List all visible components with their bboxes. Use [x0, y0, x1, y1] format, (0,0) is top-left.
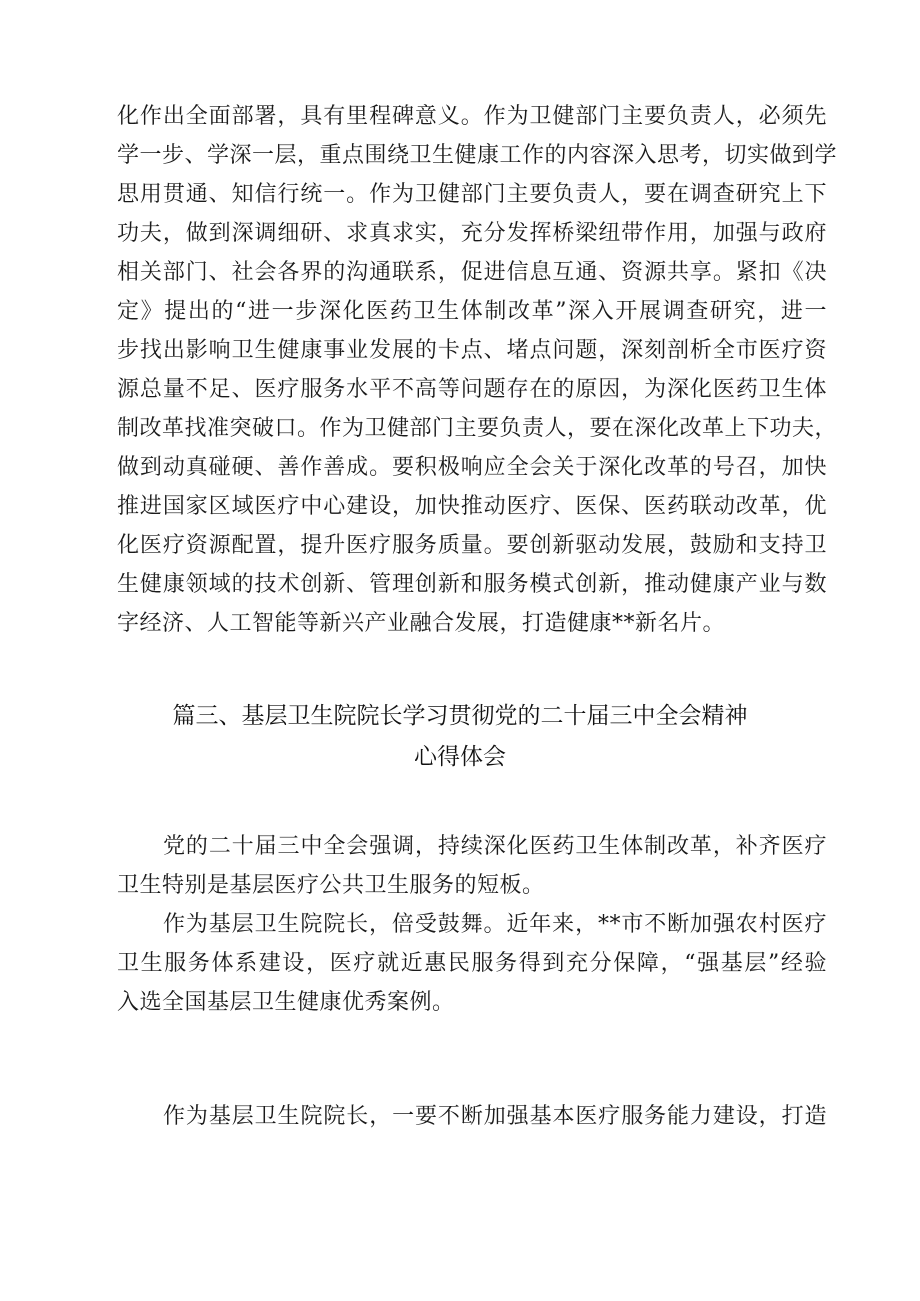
text-line: 思用贯通、知信行统一。作为卫健部门主要负责人，要在调查研究上下: [117, 182, 827, 207]
section-title-continued: 心得体会: [414, 744, 506, 770]
text-line: 定》提出的“进一步深化医药卫生体制改革”深入开展调查研究，进一: [117, 299, 827, 324]
text-line: 卫生服务体系建设，医疗就近惠民服务得到充分保障，“强基层”经验: [117, 951, 827, 976]
text-line: 源总量不足、医疗服务水平不高等问题存在的原因，为深化医药卫生体: [117, 377, 827, 402]
text-line: 步找出影响卫生健康事业发展的卡点、堵点问题，深刻剖析全市医疗资: [117, 338, 827, 363]
text-line: 生健康领域的技术创新、管理创新和服务模式创新，推动健康产业与数: [117, 572, 827, 597]
text-line: 作为基层卫生院院长，倍受鼓舞。近年来，**市不断加强农村医疗: [163, 912, 827, 937]
text-line: 入选全国基层卫生健康优秀案例。: [117, 990, 455, 1015]
section-title: 篇三、基层卫生院院长学习贯彻党的二十届三中全会精神: [172, 703, 748, 729]
text-line: 作为基层卫生院院长，一要不断加强基本医疗服务能力建设，打造: [163, 1104, 827, 1129]
text-line: 推进国家区域医疗中心建设，加快推动医疗、医保、医药联动改革，优: [117, 494, 827, 519]
text-line: 制改革找准突破口。作为卫健部门主要负责人，要在深化改革上下功夫，: [117, 416, 838, 441]
text-line: 党的二十届三中全会强调，持续深化医药卫生体制改革，补齐医疗: [163, 834, 827, 859]
text-line: 卫生特别是基层医疗公共卫生服务的短板。: [117, 873, 545, 898]
text-line: 相关部门、社会各界的沟通联系，促进信息互通、资源共享。紧扣《决: [117, 260, 827, 285]
text-line: 化作出全面部署，具有里程碑意义。作为卫健部门主要负责人，必须先: [117, 104, 827, 129]
text-line: 字经济、人工智能等新兴产业融合发展，打造健康**新名片。: [117, 611, 726, 636]
text-line: 做到动真碰硬、善作善成。要积极响应全会关于深化改革的号召，加快: [117, 455, 827, 480]
text-line: 化医疗资源配置，提升医疗服务质量。要创新驱动发展，鼓励和支持卫: [117, 533, 827, 558]
text-line: 学一步、学深一层，重点围绕卫生健康工作的内容深入思考，切实做到学: [117, 143, 838, 168]
text-line: 功夫，做到深调细研、求真求实，充分发挥桥梁纽带作用，加强与政府: [117, 221, 827, 246]
